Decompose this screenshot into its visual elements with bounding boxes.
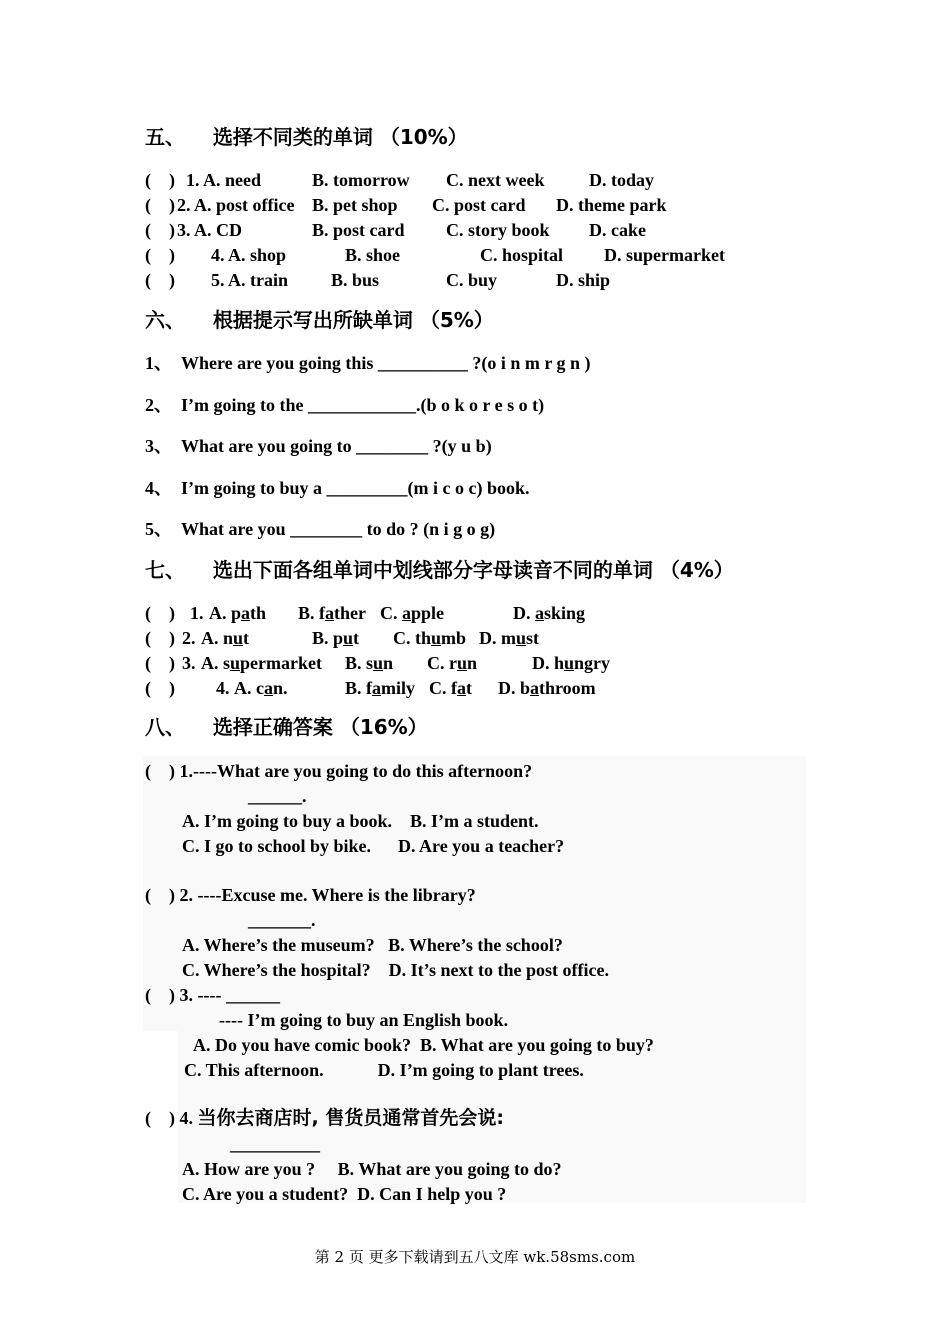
option-d: D. bathroom [498,678,596,698]
option-b: B. put [312,628,360,648]
option-c: C. run [427,653,478,673]
answer-blank: __________ [230,1134,320,1154]
option-d: D. today [589,170,655,190]
section-6-title: 六、 根据提示写出所缺单词 （5%） [145,308,494,332]
answer-paren: ( ) [145,195,175,215]
options-ab: A. How are you ? B. What are you going to do? [182,1159,562,1179]
answer-blank: _______. [248,910,316,930]
page-footer: 第 2 页 更多下载请到五八文库 wk.58sms.com [314,1248,636,1266]
answer-blank: ______. [248,786,307,806]
option-c: C. buy [446,270,498,290]
option-b: B. shoe [345,245,401,265]
option-d: D. theme park [556,195,667,215]
option-c: C. thumb [393,628,467,648]
fill-item-4: 4、 I’m going to buy a _________(m i c o c) book. [145,478,530,498]
option-a: 1. A. need [186,170,262,190]
answer-paren: ( ) [145,678,175,698]
option-a: A. supermarket [201,653,322,673]
options-ab: A. Do you have comic book? B. What are you going to buy? [193,1035,654,1055]
item-number: 3. [182,653,196,673]
option-b: B. tomorrow [312,170,410,190]
section-7-title: 七、 选出下面各组单词中划线部分字母读音不同的单词 （4%） [145,558,734,582]
option-a: A. can. [234,678,288,698]
option-c: C. apple [380,603,445,623]
item-number: 1. [190,603,204,623]
fill-item-2: 2、 I’m going to the ____________.(b o k o r e s o t) [145,395,545,415]
option-b: B. pet shop [312,195,398,215]
option-b: B. post card [312,220,405,240]
item-number: 2. [182,628,196,648]
option-d: D. ship [556,270,611,290]
option-c: C. hospital [480,245,564,265]
option-c: C. story book [446,220,550,240]
option-c: C. post card [432,195,526,215]
option-c: C. fat [429,678,472,698]
option-d: D. cake [589,220,646,240]
options-cd: C. This afternoon. D. I’m going to plant trees. [184,1060,584,1080]
fill-item-5: 5、 What are you ________ to do ? (n i g o g) [145,519,496,539]
answer-paren: ( ) [145,653,175,673]
option-a: 3. A. CD [177,220,243,240]
option-a: A. path [209,603,267,623]
question-stem: ( ) 2. ----Excuse me. Where is the library? [145,885,476,905]
answer-paren: ( ) [145,628,175,648]
option-b: B. father [298,603,366,623]
question-reply: ---- I’m going to buy an English book. [219,1010,509,1030]
fill-item-1: 1、 Where are you going this __________ ?(o i n m r g n ) [145,353,591,373]
option-d: D. hungry [532,653,611,673]
options-ab: A. I’m going to buy a book. B. I’m a student. [182,811,539,831]
option-d: D. must [479,628,540,648]
option-a: A. nut [201,628,250,648]
question-stem-chinese: 当你去商店时, 售货员通常首先会说: [197,1107,504,1129]
options-ab: A. Where’s the museum? B. Where’s the school? [182,935,563,955]
option-a: 5. A. train [211,270,289,290]
option-a: 2. A. post office [177,195,295,215]
answer-paren: ( ) [145,603,175,623]
item-number: 4. [216,678,230,698]
option-b: B. sun [345,653,394,673]
options-cd: C. Are you a student? D. Can I help you ? [182,1184,507,1204]
answer-paren: ( ) [145,270,175,290]
section-8-title: 八、 选择正确答案 （16%） [145,715,428,739]
option-a: 4. A. shop [211,245,287,265]
answer-paren: ( ) [145,170,175,190]
question-stem: ( ) 4. 当你去商店时, 售货员通常首先会说: [145,1107,504,1129]
option-d: D. supermarket [604,245,725,265]
answer-paren: ( ) [145,220,175,240]
option-c: C. next week [446,170,545,190]
answer-paren: ( ) [145,245,175,265]
options-cd: C. Where’s the hospital? D. It’s next to the post office. [182,960,609,980]
option-d: D. asking [513,603,586,623]
question-stem: ( ) 3. ---- ______ [145,985,280,1005]
option-b: B. family [345,678,415,698]
options-cd: C. I go to school by bike. D. Are you a teacher? [182,836,565,856]
option-b: B. bus [331,270,380,290]
section-5-title: 五、 选择不同类的单词 （10%） [145,125,468,149]
question-stem: ( ) 1.----What are you going to do this afternoon? [145,761,533,781]
fill-item-3: 3、 What are you going to ________ ?(y u b) [145,436,492,456]
